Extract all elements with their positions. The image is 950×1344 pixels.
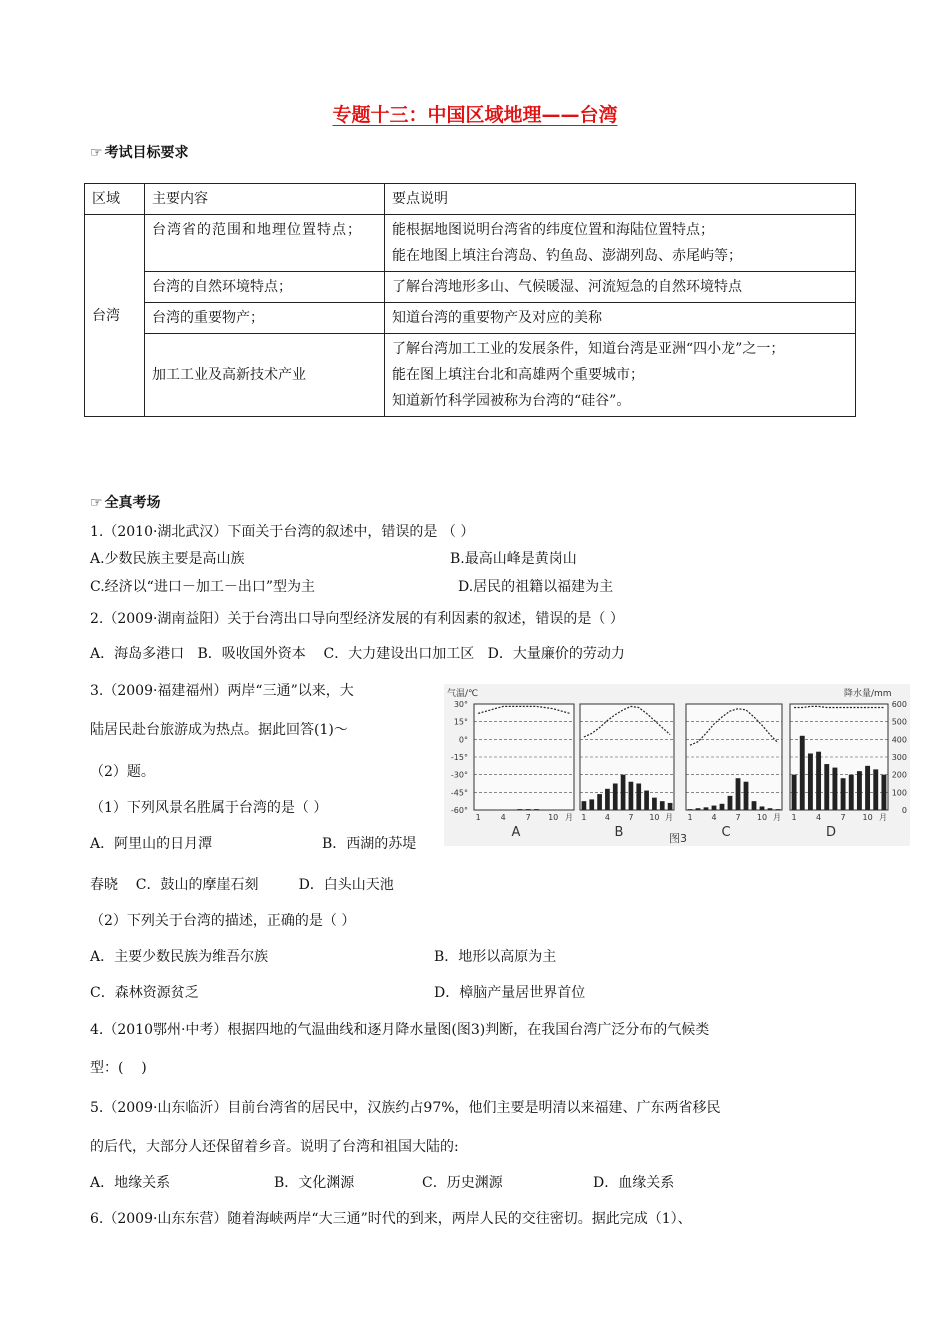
temp-tick-labels [451,700,468,815]
precip-tick-label: 0 [901,806,907,815]
precip-bar [660,801,665,810]
precip-bar [768,808,773,810]
question-3-sub2-option-a: A．主要少数民族为维吾尔族 [90,949,269,965]
hand-pointer-icon: ☞ [90,495,103,511]
precip-bar [728,796,733,810]
month-tick-label: 10 [862,813,873,822]
points-cell [385,303,856,334]
question-1-stem: 1.（2010·湖北武汉）下面关于台湾的叙述中，错误的是 （ ） [90,524,475,540]
precip-bar [832,768,837,810]
precip-bar [589,799,594,810]
precip-bar [696,808,701,810]
temp-tick-label: -15° [450,753,468,762]
question-3-sub1-options-cont: 春晓 C．鼓山的摩崖石刻 D．白头山天池 [90,877,394,893]
question-3-sub2-option-d: D．樟脑产量居世界首位 [434,985,586,1001]
right-axis-label: 降水量/mm [844,689,892,699]
question-4-line1: 4.（2010鄂州·中考）根据四地的气温曲线和逐月降水量图(图3)判断，在我国台湾广泛分布的气候类 [90,1022,710,1038]
table-row [85,334,856,417]
precip-bar [621,775,626,810]
points-cell [385,272,856,303]
question-5-line2: 的后代，大部分人还保留着乡音。说明了台湾和祖国大陆的: [90,1139,459,1155]
question-3-sub2-stem: （2）下列关于台湾的描述，正确的是（ ） [90,913,356,929]
precip-bar [736,778,741,810]
precip-tick-labels [892,700,907,815]
point-line: 能在地图上填注台湾岛、钓鱼岛、澎湖列岛、赤尾屿等； [392,248,742,264]
climate-panel-b [580,704,674,840]
question-6-line1: 6.（2009·山东东营）随着海峡两岸“大三通”时代的到来，两岸人民的交往密切。据此完成（1）、 [90,1211,692,1227]
point-line: 能在图上填注台北和高雄两个重要城市； [392,367,644,383]
precip-bar [873,769,878,810]
precip-bar [636,784,641,811]
precip-bar [752,801,757,810]
point-line: 了解台湾地形多山、气候暖湿、河流短急的自然环境特点 [392,279,742,295]
hand-pointer-icon: ☞ [90,145,103,161]
month-tick-label: 4 [816,813,822,822]
month-tick-label: 10 [649,813,660,822]
month-tick-label: 4 [711,813,717,822]
precip-bar [605,789,610,810]
question-3-stem-line1: 3.（2009·福建福州）两岸“三通”以来，大 [90,683,354,699]
precip-bar [652,798,657,810]
figure-caption: 图3 [669,832,687,845]
precip-bar [668,803,673,810]
table-header-row [85,184,856,215]
temp-tick-label: 30° [453,700,468,709]
question-5-option-d: D．血缘关系 [593,1175,675,1191]
question-5-option-c: C．历史渊源 [422,1175,503,1191]
points-cell [385,215,856,272]
region-cell: 台湾 [85,215,145,417]
point-line: 了解台湾加工工业的发展条件，知道台湾是亚洲“四小龙”之一； [392,341,785,357]
content-cell: 台湾的重要物产； [145,303,385,334]
precip-tick-label: 100 [891,788,907,798]
climate-chart-svg [444,684,910,846]
precip-bar [800,736,805,810]
month-tick-label: 4 [500,813,506,822]
precip-bar [720,804,725,810]
table-header-cell: 要点说明 [385,184,856,215]
content-cell: 台湾省的范围和地理位置特点； [145,215,385,272]
precip-bar [841,778,846,810]
question-3-sub1-stem: （1）下列风景名胜属于台湾的是（ ） [90,800,328,816]
month-unit-label: 月 [773,813,781,822]
month-tick-label: 10 [756,813,768,822]
climate-panels [474,704,888,840]
panel-label: B [614,825,624,840]
precip-bar [816,752,821,810]
climate-panel-a [474,704,574,840]
precip-tick-label: 200 [891,770,907,780]
question-5-option-b: B．文化渊源 [274,1175,355,1191]
temp-tick-label: 15° [453,717,468,727]
climate-chart-figure [444,684,910,846]
page-title: 专题十三：中国区域地理——台湾 [332,104,618,126]
month-tick-label: 1 [687,813,693,822]
month-tick-label: 1 [791,813,797,822]
climate-panel-d [790,704,888,840]
question-1-option-a: A.少数民族主要是高山族 [90,551,245,567]
temp-tick-label: -60° [450,806,468,815]
precip-bar [792,775,797,810]
content-cell: 台湾的自然环境特点； [145,272,385,303]
precip-bar [613,784,618,811]
month-tick-label: 7 [840,813,846,822]
question-1-option-b: B.最高山峰是黄岗山 [450,551,577,567]
question-3-sub1-option-a: A．阿里山的日月潭 [90,836,213,852]
precip-bar [688,809,693,810]
table-header-cell: 区域 [85,184,145,215]
question-3-sub2-option-b: B．地形以高原为主 [434,949,557,965]
question-1-option-d: D.居民的祖籍以福建为主 [458,579,614,595]
month-tick-label: 7 [628,813,634,822]
question-2-stem: 2.（2009·湖南益阳）关于台湾出口导向型经济发展的有利因素的叙述，错误的是（ ） [90,611,624,627]
precip-bar [712,806,717,810]
precip-bar [857,771,862,810]
month-tick-label: 10 [548,813,559,822]
question-3-sub2-option-c: C．森林资源贫乏 [90,985,199,1001]
precip-tick-label: 300 [891,753,907,762]
precip-bar [597,794,602,810]
precip-bar [582,801,587,810]
panel-label: A [511,825,521,840]
panel-label: D [825,825,837,840]
question-1-option-c: C.经济以“进口－加工－出口”型为主 [90,579,315,595]
precip-bar [760,806,765,810]
question-2-options: A．海岛多港口 B．吸收国外资本 C．大力建设出口加工区 D．大量廉价的劳动力 [90,646,625,662]
table-row [85,303,856,334]
precip-tick-label: 500 [891,717,907,727]
precip-bar [629,782,634,810]
month-unit-label: 月 [665,813,673,822]
month-tick-label: 4 [604,813,610,822]
precip-bar [517,809,522,810]
precip-bar [849,775,854,810]
precip-tick-label: 600 [891,700,907,709]
precip-bar [865,766,870,810]
content-cell: 加工工业及高新技术产业 [145,334,385,417]
precip-bar [526,809,531,810]
point-line: 能根据地图说明台湾省的纬度位置和海陆位置特点； [392,222,714,238]
table-header-cell: 主要内容 [145,184,385,215]
precip-bar [776,809,781,810]
month-tick-label: 7 [735,813,741,822]
climate-panel-c [686,704,782,840]
section-heading-label: 全真考场 [104,495,161,511]
left-axis-label: 气温/℃ [447,689,479,699]
panel-label: C [721,825,731,840]
month-unit-label: 月 [565,813,573,822]
month-tick-label: 1 [475,813,481,822]
point-line: 知道台湾的重要物产及对应的美称 [392,310,602,326]
temp-tick-label: 0° [458,735,468,745]
exam-requirements-table [84,183,856,417]
question-4-line2: 型：( ) [90,1060,147,1076]
table-row [85,272,856,303]
temp-tick-label: -45° [450,788,468,798]
month-tick-label: 7 [525,813,531,822]
points-cell [385,334,856,417]
temp-tick-label: -30° [450,770,468,780]
month-tick-label: 1 [581,813,587,822]
question-3-stem-line3: （2）题。 [90,764,155,780]
precip-bar [744,782,749,810]
table-row [85,215,856,272]
section-heading-label: 考试目标要求 [104,145,189,161]
precip-bar [534,809,539,810]
question-3-sub1-option-b: B．西湖的苏堤 [322,836,417,852]
precip-bar [824,764,829,810]
precip-bar [808,753,813,810]
precip-tick-label: 400 [891,735,907,745]
section-heading-exam-goals [90,142,189,162]
precip-bar [881,775,886,810]
question-5-line1: 5.（2009·山东临沂）目前台湾省的居民中，汉族约占97%，他们主要是明清以来福建、广东两省移民 [90,1100,721,1116]
question-5-option-a: A．地缘关系 [90,1175,171,1191]
month-unit-label: 月 [879,813,887,822]
precip-bar [704,807,709,810]
section-heading-practice [90,492,161,512]
question-3-stem-line2: 陆居民赴台旅游成为热点。据此回答(1)～ [90,722,348,738]
point-line: 知道新竹科学园被称为台湾的“硅谷”。 [392,393,631,409]
precip-bar [644,791,649,810]
